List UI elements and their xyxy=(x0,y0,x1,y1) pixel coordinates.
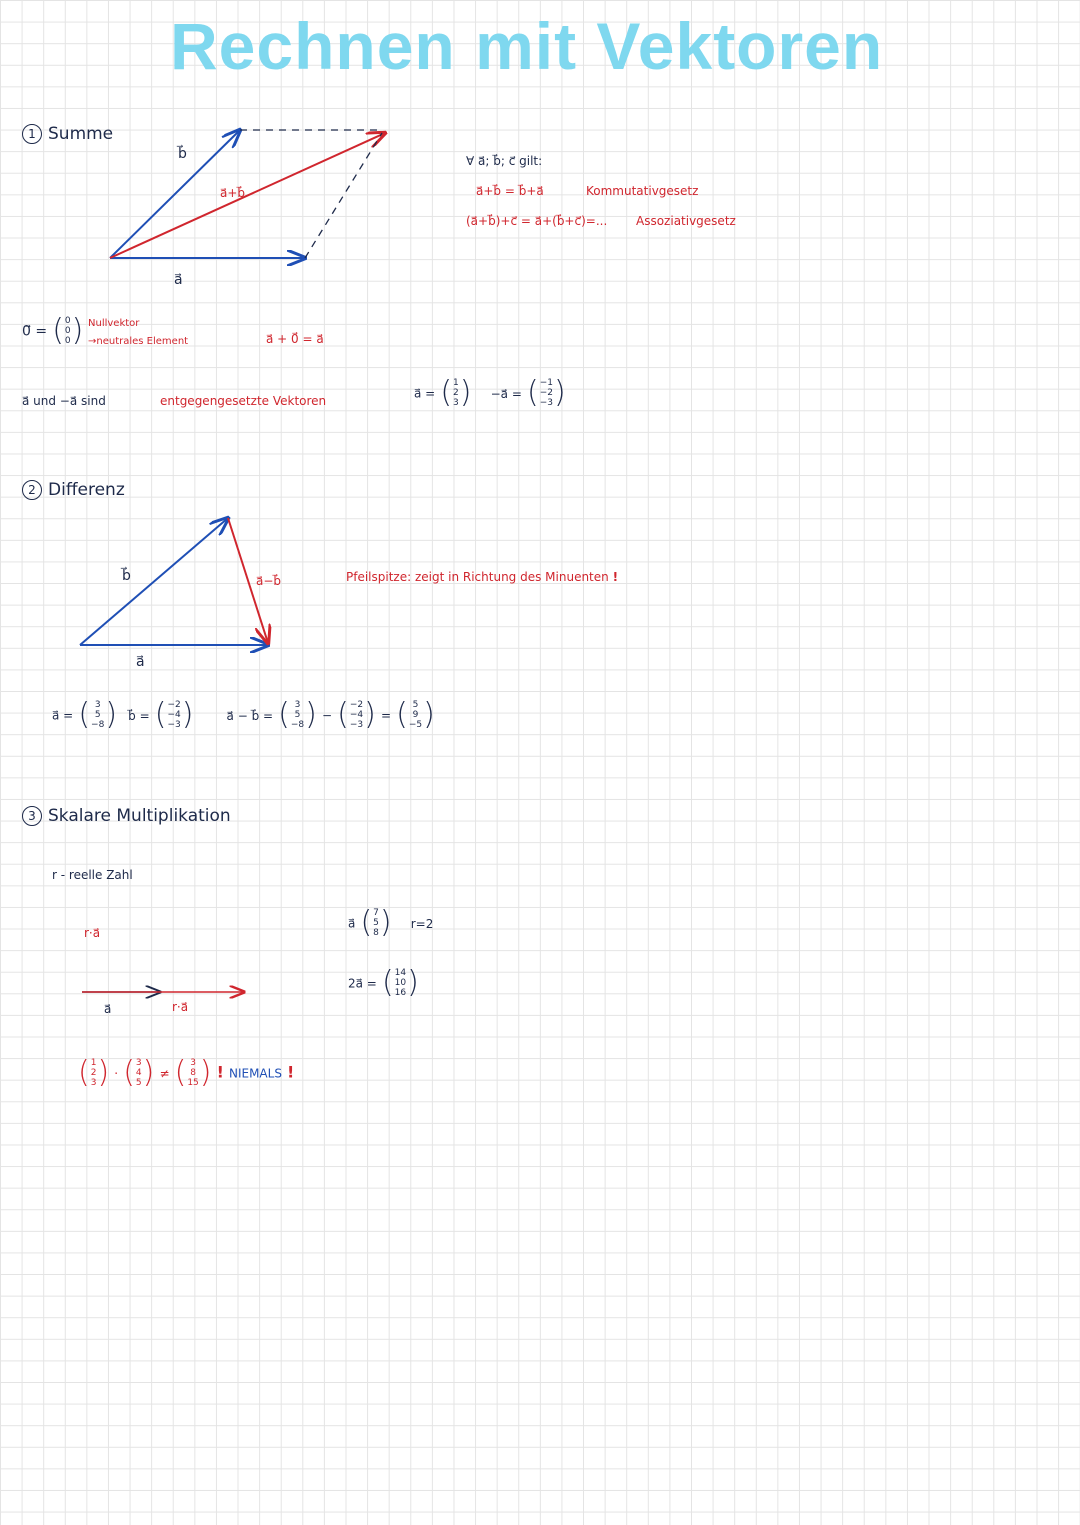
matrix-entry: 2 xyxy=(90,1068,97,1078)
matrix-entry: 3 xyxy=(453,398,459,408)
matrix-entry: 1 xyxy=(90,1058,97,1068)
a-matrix: ( 3 5 −8 ) xyxy=(78,697,118,732)
matrix-entry: 3 xyxy=(94,700,101,710)
not-equal-sign: ≠ xyxy=(159,1066,170,1081)
exclamation: ! xyxy=(612,570,619,584)
label-sum: a⃗+b⃗ xyxy=(220,186,246,200)
opposite-prefix: a⃗ und −a⃗ sind xyxy=(22,394,106,408)
matrix-entry: −4 xyxy=(167,710,181,720)
matrix-entry: −8 xyxy=(91,720,105,730)
matrix-entry: 15 xyxy=(187,1078,199,1088)
commutative-formula: a⃗+b⃗ = b⃗+a⃗ xyxy=(476,184,544,198)
matrix-entry: 10 xyxy=(394,978,407,988)
calc-b-matrix: ( −2 −4 −3 ) xyxy=(337,697,376,732)
example-a-lhs: a⃗ = xyxy=(414,386,436,401)
nullvector-desc: →neutrales Element xyxy=(88,336,189,347)
example-neg-lhs: −a⃗ = xyxy=(490,386,522,401)
matrix-entry: 9 xyxy=(412,710,419,720)
nullvector-name: Nullvektor xyxy=(88,318,140,329)
matrix-entry: −3 xyxy=(539,398,553,408)
niemals-text: NIEMALS xyxy=(228,1066,282,1081)
minus-sign: − xyxy=(321,708,333,723)
matrix-entry: 3 xyxy=(90,1078,97,1088)
section-number: 2 xyxy=(22,480,42,500)
scalar-result xyxy=(348,965,419,1000)
ex-lhs: a⃗ xyxy=(348,916,356,931)
section-title: Differenz xyxy=(48,480,125,500)
matrix-entry: −3 xyxy=(167,720,181,730)
b-lhs: b⃗ = xyxy=(128,708,150,723)
note-prefix: Pfeilspitze: zeigt xyxy=(346,570,445,584)
nullvector-matrix: ( 0 0 0 ) xyxy=(52,313,84,348)
matrix-entry: −2 xyxy=(349,700,364,710)
matrix-entry: −8 xyxy=(290,720,305,730)
matrix-entry: 4 xyxy=(135,1068,142,1078)
matrix-entry: −5 xyxy=(408,720,423,730)
note-text: in Richtung des Minuenten xyxy=(448,570,609,584)
matrix-entry: −3 xyxy=(349,720,364,730)
wrong-res-matrix: ( 3 8 15 ) xyxy=(174,1055,212,1090)
matrix-entry: −1 xyxy=(539,378,553,388)
exclamation: ! xyxy=(216,1062,224,1082)
matrix-entry: 8 xyxy=(373,928,379,938)
label-a-scalar: a⃗ xyxy=(104,1002,112,1016)
matrix-entry: 1 xyxy=(453,378,459,388)
label-ra-top: r·a⃗ xyxy=(84,926,101,940)
ex-matrix: ( 7 5 8 ) xyxy=(360,905,392,940)
matrix-entry: −4 xyxy=(349,710,364,720)
vector-b-arrow-diff xyxy=(80,518,228,645)
exclamation: ! xyxy=(287,1062,295,1082)
matrix-entry: 5 xyxy=(412,700,419,710)
r-value: r=2 xyxy=(410,916,434,931)
commutative-name: Kommutativgesetz xyxy=(586,184,699,198)
matrix-entry: 5 xyxy=(94,710,101,720)
matrix-entry: 3 xyxy=(294,700,301,710)
matrix-entry: −2 xyxy=(539,388,553,398)
wrong-v1-matrix: ( 1 2 3 ) xyxy=(78,1055,110,1090)
label-b: b⃗ xyxy=(178,146,187,162)
matrix-entry: 14 xyxy=(394,968,407,978)
real-number-definition: r - reelle Zahl xyxy=(52,868,133,882)
matrix-entry: 8 xyxy=(190,1068,196,1078)
result-matrix: ( 5 9 −5 ) xyxy=(396,697,435,732)
matrix-entry: 5 xyxy=(373,918,379,928)
calc-a-matrix: ( 3 5 −8 ) xyxy=(278,697,317,732)
ex2-lhs: 2a⃗ = xyxy=(348,976,377,991)
label-diff: a⃗−b⃗ xyxy=(256,574,282,588)
forall-statement: ∀ a⃗; b⃗; c⃗ gilt: xyxy=(466,154,543,168)
label-a-diff: a⃗ xyxy=(136,654,145,670)
label-b-diff: b⃗ xyxy=(122,568,131,584)
example-a-matrix: ( 1 2 3 ) xyxy=(440,375,472,410)
matrix-entry: −2 xyxy=(167,700,181,710)
minuend-note xyxy=(346,570,618,584)
section-title: Summe xyxy=(48,124,114,144)
label-ra-bottom: r·a⃗ xyxy=(172,1000,189,1014)
matrix-entry: 0 xyxy=(64,316,71,326)
vector-sum-arrow xyxy=(110,133,385,258)
difference-example xyxy=(52,697,435,732)
b-matrix: ( −2 −4 −3 ) xyxy=(154,697,194,732)
matrix-entry: 3 xyxy=(135,1058,142,1068)
matrix-entry: 0 xyxy=(64,326,71,336)
nullvector-lhs: 0⃗ = xyxy=(22,323,48,340)
matrix-entry: 7 xyxy=(373,908,379,918)
scalar-example xyxy=(348,905,434,940)
nullvector-definition xyxy=(22,313,84,348)
wrong-v2-matrix: ( 3 4 5 ) xyxy=(123,1055,155,1090)
nullvector-rule: a⃗ + 0⃗ = a⃗ xyxy=(266,332,324,346)
matrix-entry: 0 xyxy=(64,336,71,346)
example-neg-matrix: ( −1 −2 −3 ) xyxy=(526,375,566,410)
opposite-text: entgegengesetzte Vektoren xyxy=(160,394,327,408)
section-differenz-heading xyxy=(22,480,125,500)
section-title: Skalare Multiplikation xyxy=(48,806,231,826)
equals-sign: = xyxy=(380,708,392,723)
associative-formula: (a⃗+b⃗)+c⃗ = a⃗+(b⃗+c⃗)=... xyxy=(466,214,608,228)
page-title: Rechnen mit Vektoren xyxy=(170,9,884,83)
ex2-matrix: ( 14 10 16 ) xyxy=(381,965,419,1000)
section-number: 1 xyxy=(22,124,42,144)
calc-lhs: a⃗ − b⃗ = xyxy=(226,708,274,723)
matrix-entry: 3 xyxy=(190,1058,196,1068)
a-lhs: a⃗ = xyxy=(52,708,74,723)
matrix-entry: 16 xyxy=(394,988,407,998)
label-a: a⃗ xyxy=(174,272,183,288)
matrix-entry: 2 xyxy=(453,388,459,398)
matrix-entry: 5 xyxy=(294,710,301,720)
matrix-entry: 5 xyxy=(135,1078,142,1088)
section-skalar-heading xyxy=(22,806,231,826)
associative-name: Assoziativgesetz xyxy=(636,214,736,228)
opposite-example xyxy=(414,375,566,410)
section-number: 3 xyxy=(22,806,42,826)
niemals-warning: ( 1 2 3 ) · ( 3 4 5 ) ≠ ( 3 8 15 ) ! NIEMALS ! xyxy=(78,1055,295,1090)
